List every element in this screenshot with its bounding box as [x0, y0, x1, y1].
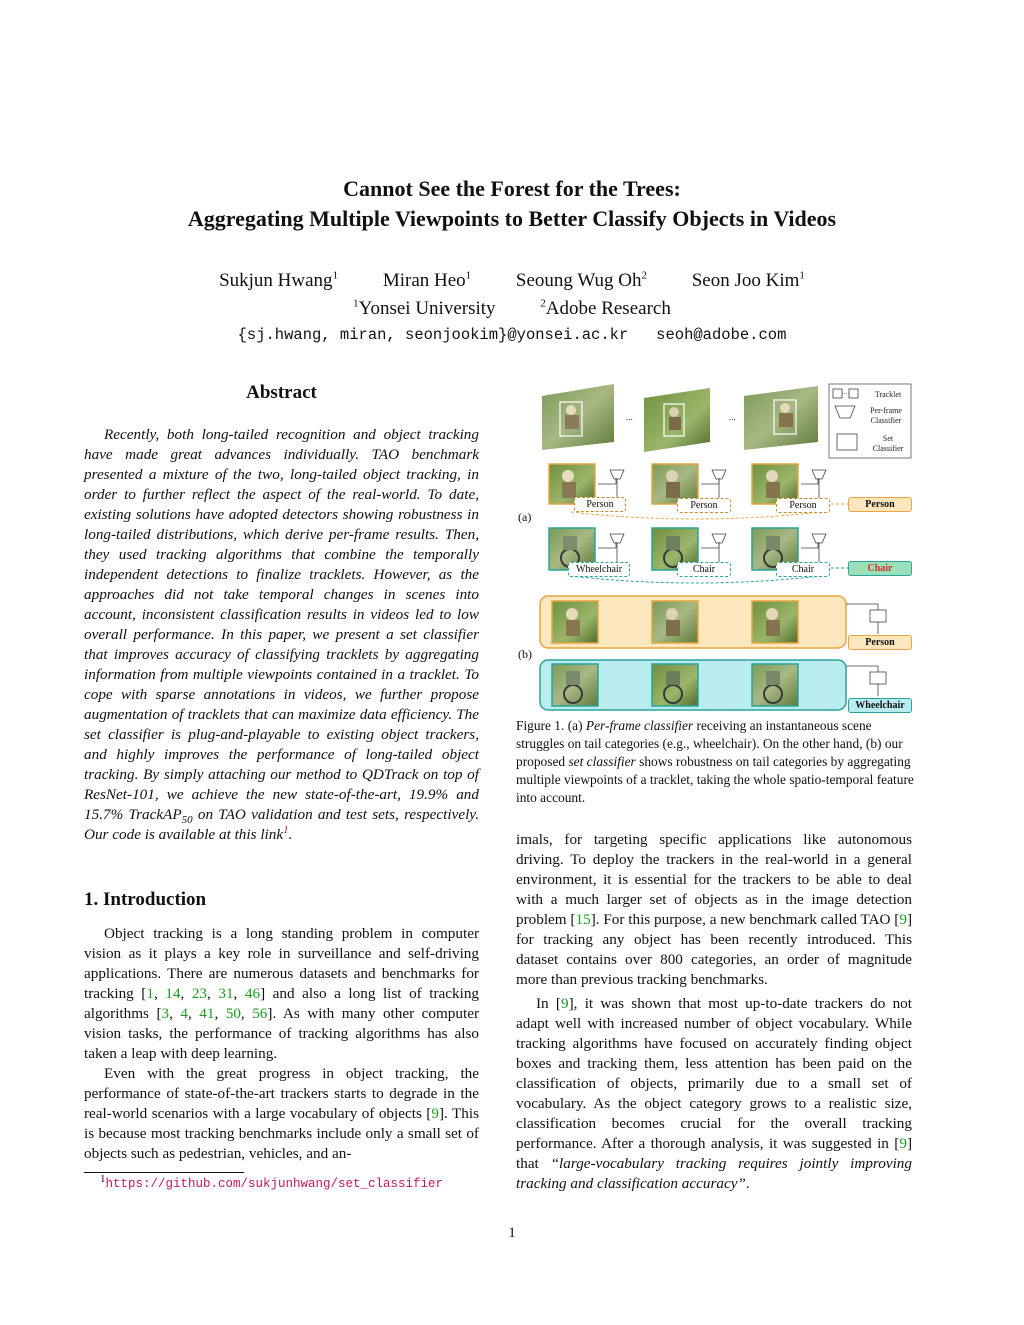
- page-number: 1: [508, 1225, 516, 1241]
- footnote-url-link[interactable]: https://github.com/sukjunhwang/set_classifier: [105, 1177, 444, 1191]
- footnote: $^1$https://github.com/sukjunhwang/set_classifier: [100, 1172, 444, 1191]
- affiliation: $^1$Yonsei University: [353, 297, 496, 319]
- intro-paragraph-2: Even with the great progress in object tracking, the performance of state-of-the-art trackers starts to degrade in the real-world scenarios with a large vocabulary of objects [9]. This is because most tracking benchmarks include only a small set of objects such as pedestrian, vehicles, and an-: [84, 1065, 479, 1162]
- right-paragraph-1: imals, for targeting specific applications like autonomous driving. To deploy the trackers in the real-world in a general environment, it is essential for the trackers to be able to deal with a much larger set of objects as in the image detection problem [15]. For this purpose, a new benchmark called TAO [9] for tracking any object has been recently introduced. This dataset contains over 800 categories, an order of magnitude more than previous tracking benchmarks.: [516, 831, 913, 988]
- footnote-marker[interactable]: 1: [283, 823, 289, 836]
- citation-link[interactable]: 9: [431, 1105, 439, 1122]
- row1-result: Person: [848, 497, 912, 512]
- citation-link[interactable]: 14: [165, 985, 181, 1002]
- abstract-body: Recently, both long-tailed recognition and object tracking have made great advances individually. TAO benchmark presented a mixture of the two, long-tailed object tracking, in order to further reflect the aspect of the real-world. To date, existing solutions have adopted detectors showing robustness in long-tailed distributions, which derive per-frame results. Then, they used tracking algorithms that combine the temporally independent detections to finalize tracklets. However, as the approaches did not take temporal changes in scenes into account, inconsistent classification results in videos led to low overall performance. In this paper, we present a set classifier that improves accuracy of classifying tracklets by aggregating information from multiple viewpoints contained in a tracklet. To cope with sparse annotations in videos, we further propose augmentation of tracklets that can maximize data efficiency. The set classifier is plug-and-playable to existing object trackers, and highly improves the performance of long-tailed object tracking. By simply attaching our method to QDTrack on top of ResNet-101, we achieve the new state-of-the-art, 19.9% and 15.7% TrackAP$_{50}$ on TAO validation and test sets, respectively. Our code is available at this link$^1$.: [84, 426, 479, 843]
- figure-legend: [829, 384, 911, 458]
- intro-paragraph-1: Object tracking is a long standing problem in computer vision as it plays a key role in surveillance and self-driving applications. There are numerous datasets and benchmarks for tracking [1, 14, 23, 31, 46] and also a long list of tracking algorithms [3, 4, 41, 50, 56]. As with many other computer vision tasks, the performance of tracking algorithms has also taken a leap with deep learning.: [84, 925, 480, 1062]
- citation-link[interactable]: 23: [191, 985, 208, 1002]
- citation-link[interactable]: 3: [161, 1005, 170, 1022]
- tracklet-frame-1: [542, 384, 614, 450]
- set-result-2: Wheelchair: [848, 698, 912, 713]
- row1-label-2: Person: [677, 498, 731, 513]
- tracklet-frame-3: [744, 386, 818, 450]
- row1-label-3: Person: [776, 498, 830, 513]
- row-b1: [540, 596, 886, 648]
- footnote-rule: [84, 1172, 244, 1173]
- figure-caption: Figure 1. (a) Per-frame classifier receiving an instantaneous scene struggles on tail categories (e.g., wheelchair). On the other hand, (b) our proposed set classifier shows robustness on tail categories by aggregating multiple viewpoints of a tracklet, taking the whole spatio-temporal feature into account.: [516, 718, 914, 805]
- row2-result: Chair: [848, 561, 912, 576]
- figure-1: [516, 380, 916, 715]
- author: Seon Joo Kim$^1$: [691, 269, 805, 291]
- row1-label-1: Person: [574, 497, 626, 512]
- right-paragraph-2: In [9], it was shown that most up-to-date trackers do not adapt well with increased number of object vocabulary. While tracking algorithms have focused on accurately finding object boxes and tracking them, less attention has been paid on the classification of objects, primarily due to a small set of vocabulary. As the object category grows to a realistic size, classification becomes crucial for the overall tracking performance. After a thorough analysis, it was suggested in [9] that “large-vocabulary tracking requires jointly improving tracking and classification accuracy”.: [516, 995, 912, 1192]
- citation-link[interactable]: 46: [244, 985, 261, 1002]
- legend-per-frame-classifier: Per-frame Classifier: [870, 406, 902, 425]
- citation-link[interactable]: 9: [899, 911, 907, 928]
- row-b2: [540, 660, 886, 710]
- citation-link[interactable]: 15: [575, 911, 591, 928]
- ellipsis-2: ...: [729, 412, 736, 422]
- row2-label-1: Wheelchair: [568, 562, 630, 577]
- abstract-heading: Abstract: [246, 382, 317, 403]
- affiliation: $^2$Adobe Research: [540, 297, 671, 319]
- paper-title-line-2: Aggregating Multiple Viewpoints to Better Classify Objects in Videos: [187, 206, 837, 231]
- legend-set-classifier: Set Classifier: [872, 434, 904, 453]
- figure-1-diagram: [516, 380, 916, 715]
- citation-link[interactable]: 9: [899, 1135, 907, 1152]
- figure-label-a: (a): [518, 510, 532, 524]
- legend-tracklet: Tracklet: [874, 390, 902, 399]
- citation-link[interactable]: 31: [218, 985, 234, 1002]
- author: Miran Heo$^1$: [382, 269, 472, 291]
- paper-title-line-1: Cannot See the Forest for the Trees:: [343, 176, 681, 201]
- citation-link[interactable]: 56: [252, 1005, 268, 1022]
- affiliation-list: [0, 298, 1024, 320]
- citation-link[interactable]: 1: [146, 985, 154, 1002]
- ellipsis-1: ...: [626, 412, 633, 422]
- tracklet-frame-2: [644, 388, 710, 452]
- citation-link[interactable]: 41: [199, 1005, 215, 1022]
- introduction-heading: 1. Introduction: [84, 889, 207, 910]
- citation-link[interactable]: 4: [180, 1005, 188, 1022]
- author: Sukjun Hwang$^1$: [219, 269, 339, 291]
- author: Seoung Wug Oh$^2$: [515, 269, 647, 291]
- citation-link[interactable]: 9: [560, 995, 569, 1012]
- right-column-body: [516, 830, 912, 1194]
- author-list: [0, 270, 1024, 292]
- set-result-1: Person: [848, 635, 912, 650]
- citation-link[interactable]: 50: [225, 1005, 241, 1022]
- introduction-body: [84, 924, 479, 1164]
- author-emails: {sj.hwang, miran, seonjookim}@yonsei.ac.kr seoh@adobe.com: [237, 326, 787, 344]
- figure-label-b: (b): [518, 647, 532, 661]
- row2-label-3: Chair: [776, 562, 830, 577]
- row2-label-2: Chair: [677, 562, 731, 577]
